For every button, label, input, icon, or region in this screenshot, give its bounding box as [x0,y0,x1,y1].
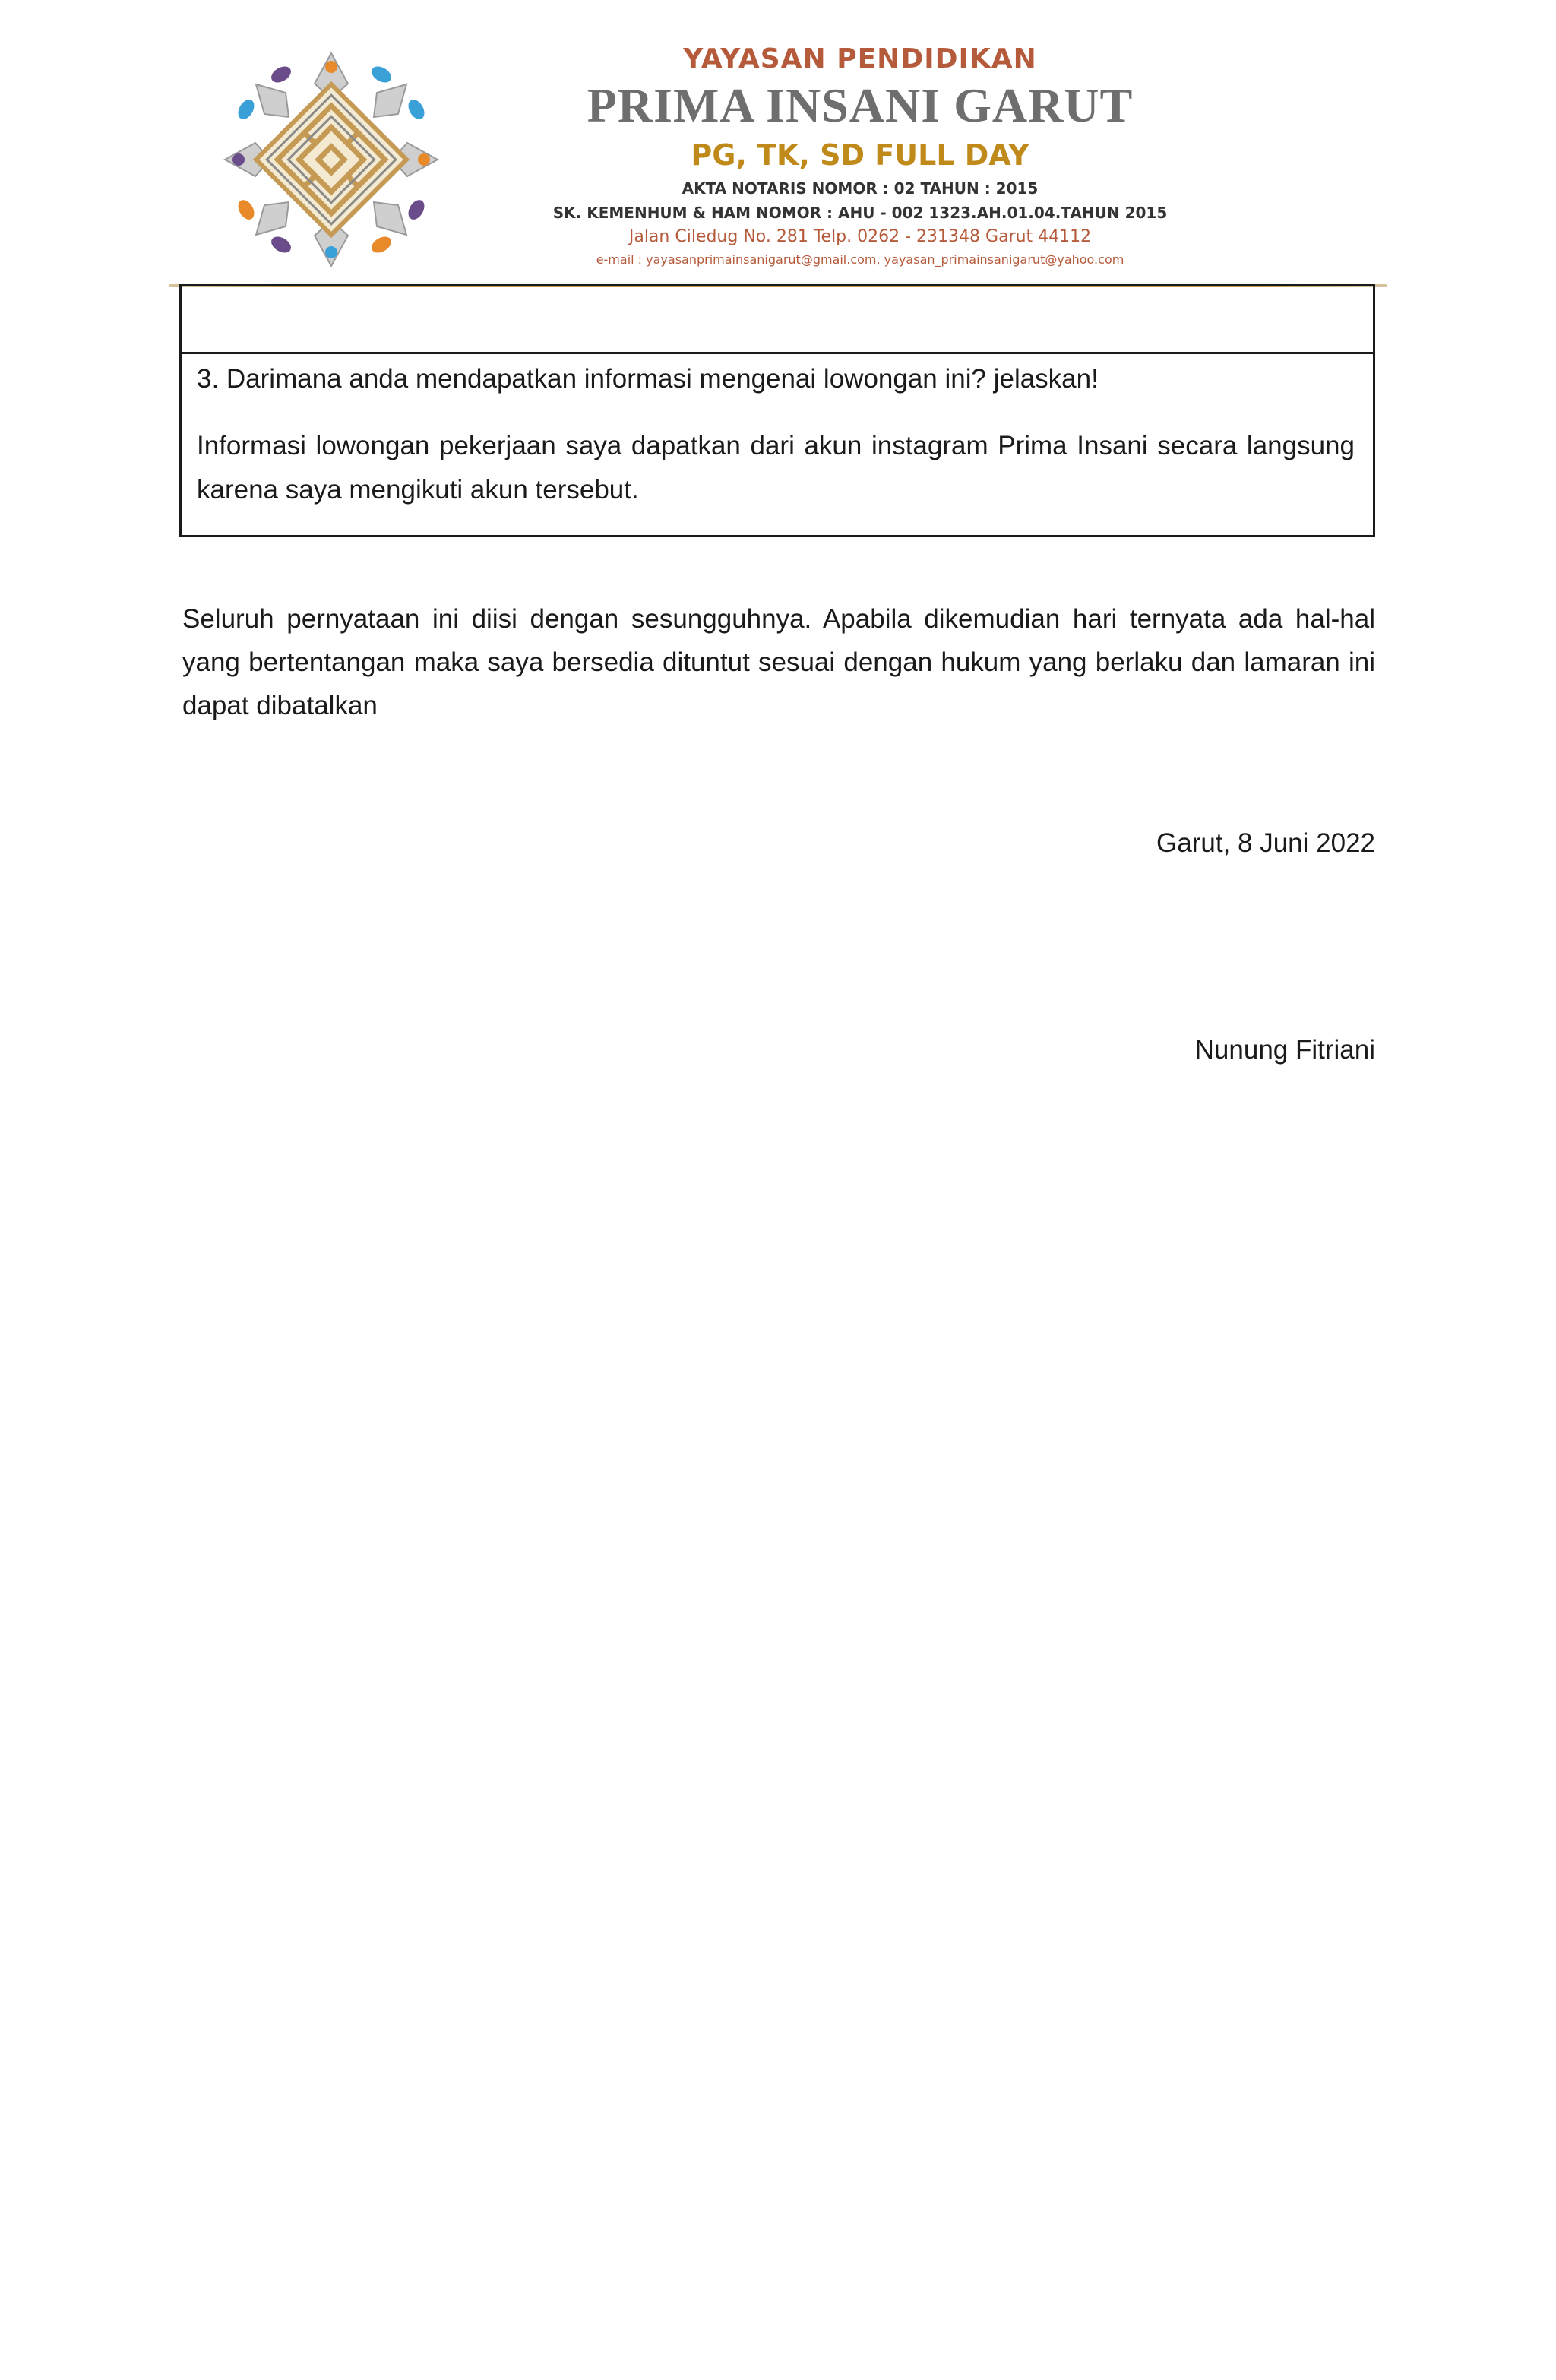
signer-name: Nunung Fitriani [1194,1035,1375,1065]
organization-pre-title: YAYASAN PENDIDIKAN [683,43,1037,74]
table-qa-cell [182,354,1373,535]
organization-name: PRIMA INSANI GARUT [587,78,1134,132]
declaration-paragraph: Seluruh pernyataan ini diisi dengan sesungguhnya. Apabila dikemudian hari ternyata ada hal-hal yang bertentangan maka saya bersedia dituntut sesuai dengan hukum yang berlaku dan lamaran ini dapat dibatalkan [182,604,1375,720]
question-answer-table [179,284,1375,537]
organization-info [457,41,1263,271]
notary-deed-line: AKTA NOTARIS NOMOR : 02 TAHUN : 2015 [682,179,1039,198]
table-empty-row [182,286,1373,354]
geometric-star-logo-icon [217,46,445,274]
place-and-date: Garut, 8 Juni 2022 [1156,828,1375,858]
letterhead [169,30,1387,274]
email-line: e-mail : yayasanprimainsanigarut@gmail.com, yayasan_primainsanigarut@yahoo.com [596,252,1124,267]
organization-levels: PG, TK, SD FULL DAY [691,138,1029,172]
answer-text: Informasi lowongan pekerjaan saya dapatkan dari akun instagram Prima Insani secara langsung karena saya mengikuti akun tersebut. [197,431,1355,505]
question-text: 3. Darimana anda mendapatkan informasi mengenai lowongan ini? jelaskan! [197,364,1099,394]
decree-line: SK. KEMENHUM & HAM NOMOR : AHU - 002 1323.AH.01.04.TAHUN 2015 [552,204,1168,222]
address-line: Jalan Ciledug No. 281 Telp. 0262 - 231348 Garut 44112 [628,227,1092,246]
